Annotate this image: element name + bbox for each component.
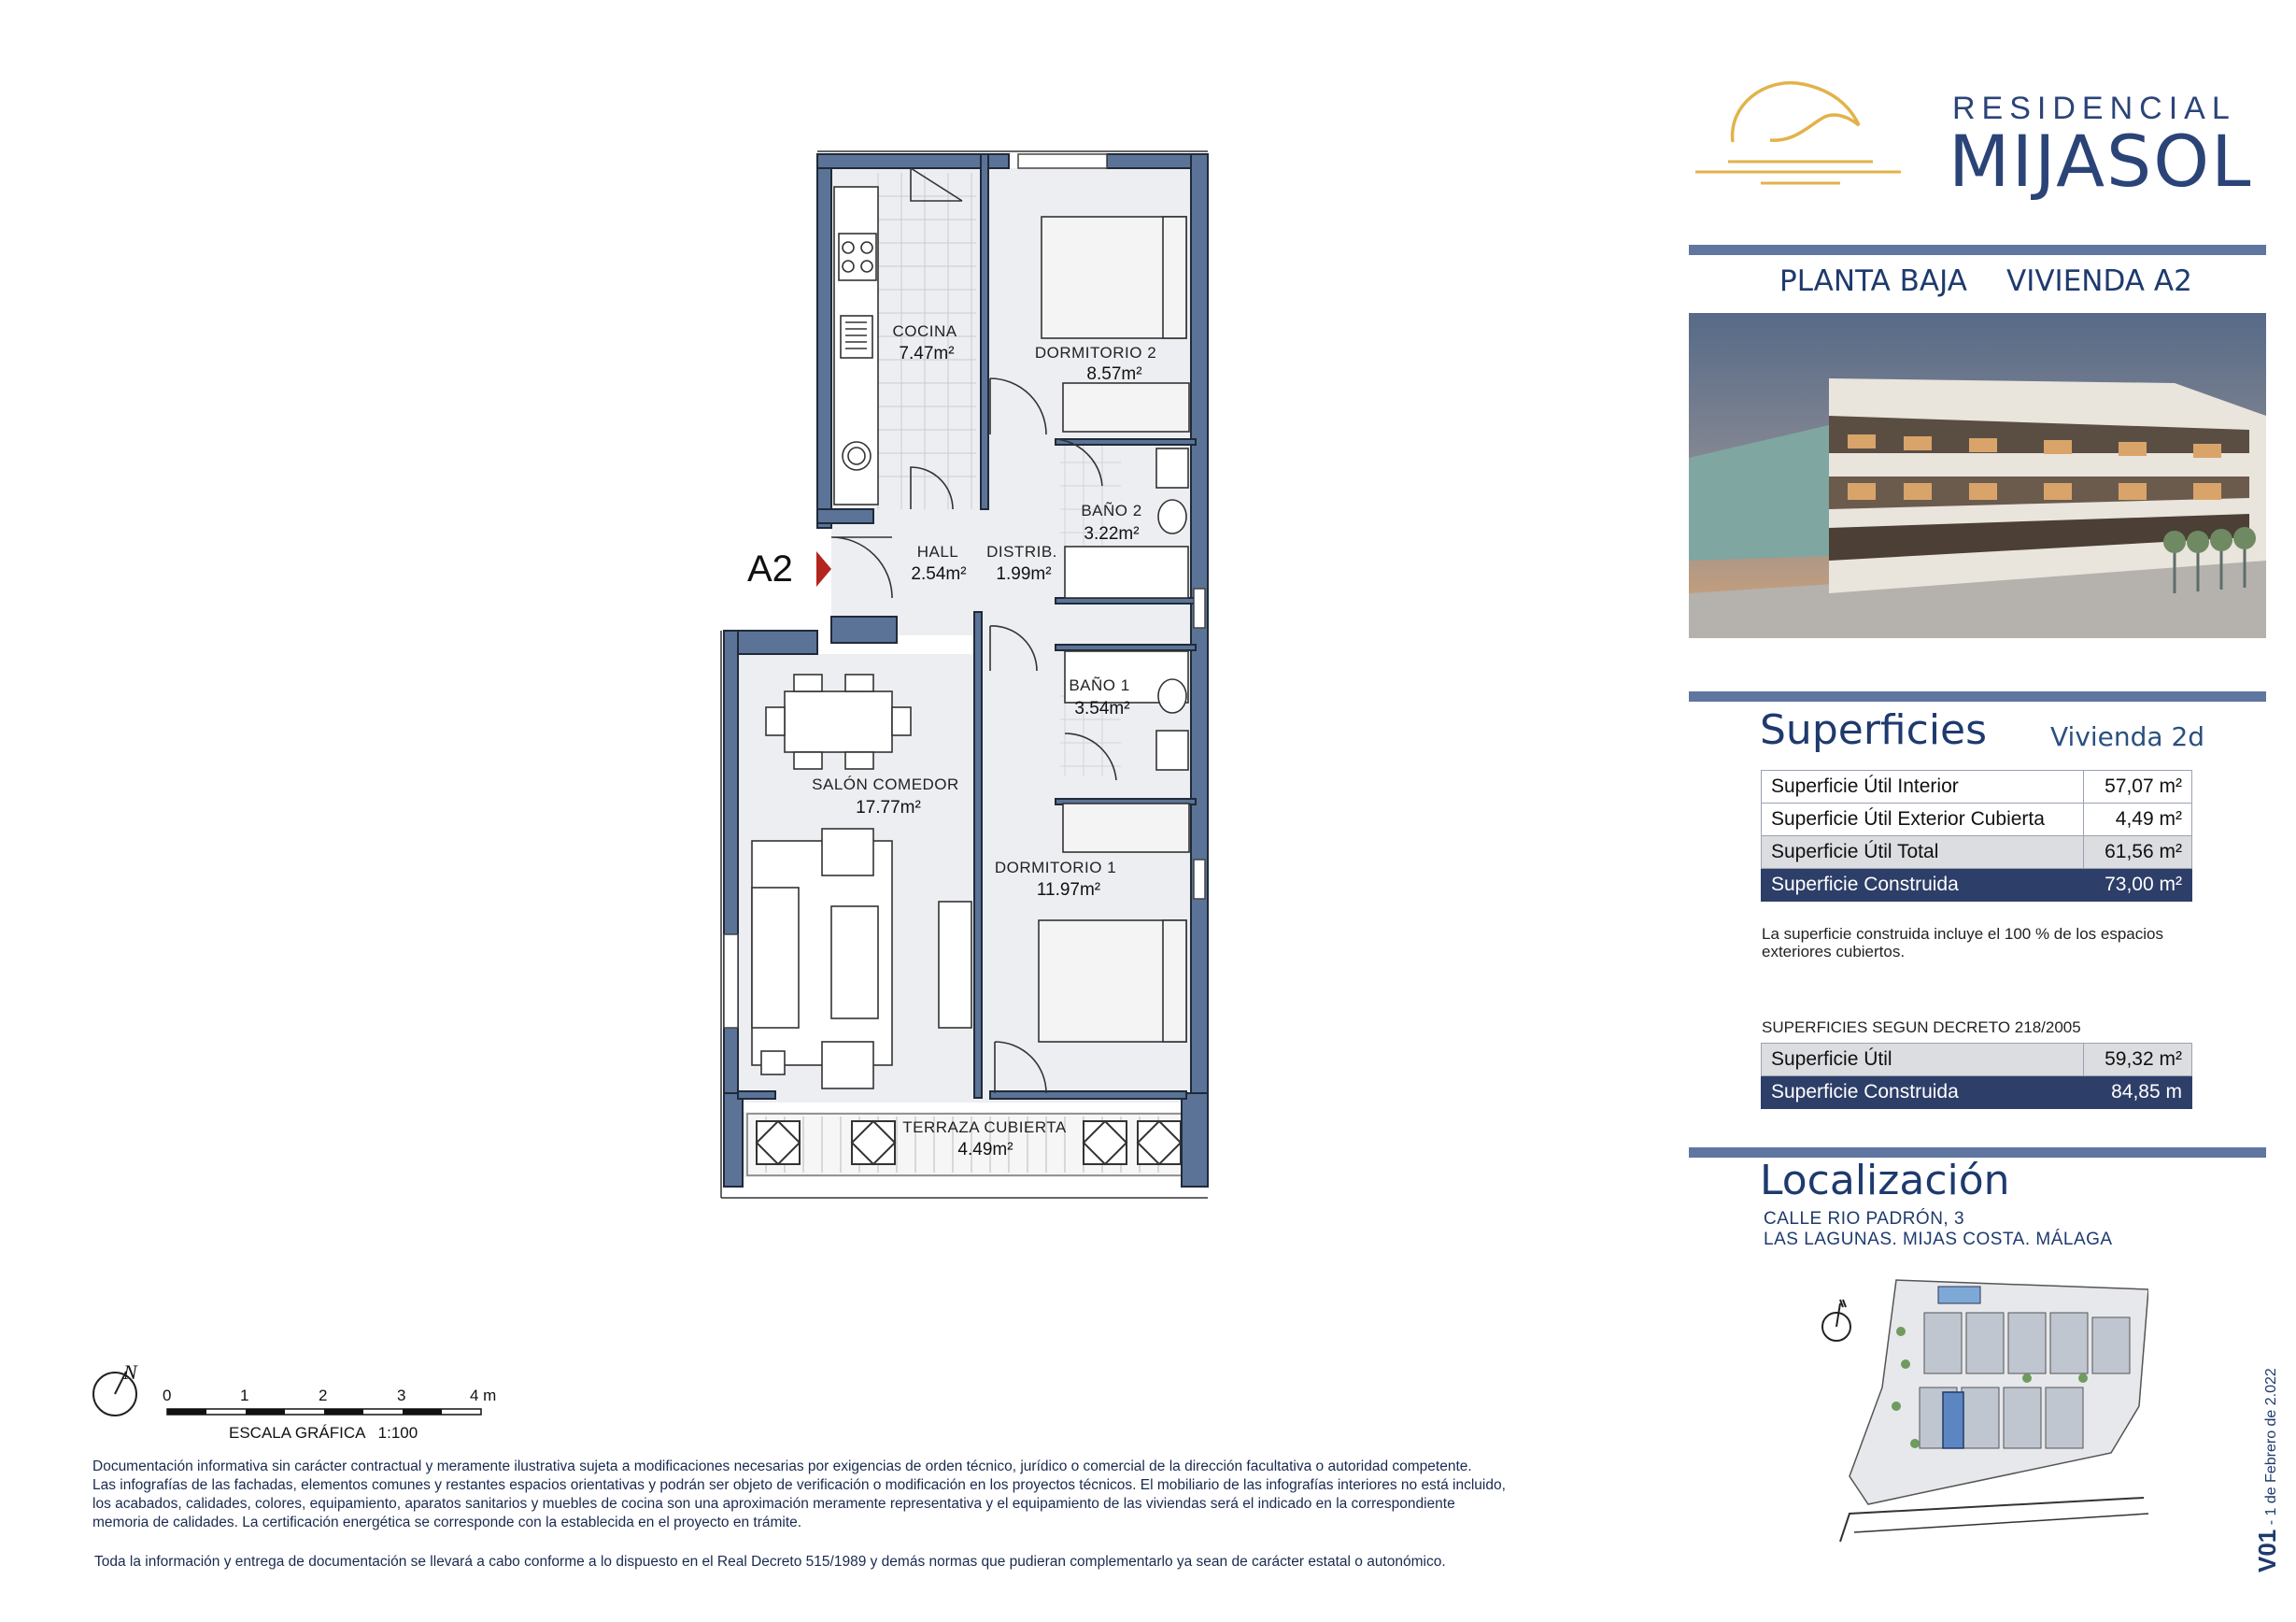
disclaimer-line: memoria de calidades. La certificación energética se corresponde con la establecida en el proyecto en trámite.	[92, 1515, 802, 1530]
disclaimer-line: los acabados, calidades, colores, equipamiento, aparatos sanitarios y muebles de cocina son una aproximación meramente representativa y el equipamiento de las viviendas será el indicado en la correspondiente	[92, 1496, 1455, 1512]
floor-plan	[710, 140, 1233, 1210]
version-date: - 1 de Febrero de 2.022	[2263, 1368, 2279, 1530]
disclaimer-line: Documentación informativa sin carácter contractual y meramente ilustrativa sujeta a modificaciones necesarias por exigencias de orden técnico, jurídico o comercial de la dirección facultativa o autoridad competente.	[92, 1458, 1472, 1474]
north-label: N	[123, 1360, 137, 1384]
scale-label: ESCALA GRÁFICA 1:100	[229, 1424, 418, 1442]
row-label: Superficie Útil	[1762, 1044, 2084, 1076]
room-name-terraza: TERRAZA CUBIERTA	[902, 1118, 1067, 1136]
row-unit: m²	[2159, 1048, 2182, 1070]
room-area-salon-comedor: 17.77m²	[856, 798, 921, 818]
table-row	[1762, 1044, 2192, 1076]
superficies-table	[1761, 770, 2192, 902]
superficies-note	[1762, 925, 2163, 960]
entry-arrow	[816, 551, 831, 587]
row-label: Superficie Construida	[1762, 869, 2084, 902]
note-line: exteriores cubiertos.	[1762, 943, 1906, 960]
row-value: 73,00	[2105, 874, 2154, 895]
room-name-salon-comedor: SALÓN COMEDOR	[812, 775, 959, 793]
entry-label: A2	[747, 548, 793, 590]
row-unit: m²	[2159, 841, 2182, 862]
room-area-terraza: 4.49m²	[957, 1140, 1013, 1160]
address-line2: LAS LAGUNAS. MIJAS COSTA. MÁLAGA	[1764, 1230, 2113, 1249]
superficies-title: Superficies	[1760, 706, 1988, 754]
scale-tick-2: 2	[319, 1387, 328, 1404]
superficies-subtitle: Vivienda 2d	[2050, 721, 2205, 752]
table-row	[1762, 1076, 2192, 1109]
bedroom-2-furniture	[1042, 217, 1189, 432]
row-label: Superficie Construida	[1762, 1076, 2084, 1109]
localizacion-title: Localización	[1760, 1157, 2010, 1204]
room-area-dormitorio-2: 8.57m²	[1086, 364, 1142, 384]
row-label: Superficie Útil Exterior Cubierta	[1762, 804, 2084, 836]
row-value: 57,07	[2105, 775, 2154, 797]
room-area-dormitorio-1: 11.97m²	[1036, 880, 1101, 900]
decreto-table	[1761, 1043, 2192, 1109]
version-stamp	[2253, 1368, 2282, 1572]
brand-line1: RESIDENCIAL	[1952, 91, 2236, 126]
building-render-image	[1689, 313, 2266, 638]
row-value: 84,85	[2111, 1081, 2161, 1103]
room-name-bano-1: BAÑO 1	[1069, 676, 1130, 694]
room-area-bano-2: 3.22m²	[1084, 524, 1140, 544]
note-line: La superficie construida incluye el 100 % de los espacios	[1762, 925, 2163, 943]
kitchen-counter	[834, 187, 878, 505]
room-name-dormitorio-2: DORMITORIO 2	[1034, 344, 1157, 362]
legal-note: Toda la información y entrega de documentación se llevará a cabo conforme a lo dispuesto en el Real Decreto 515/1989 y demás normas que pudieran complementarlo ya sean de carácter estatal o autonómico.	[94, 1554, 1446, 1570]
scale-tick-1: 1	[240, 1387, 249, 1404]
row-value: 59,32	[2105, 1048, 2154, 1070]
decreto-title: SUPERFICIES SEGUN DECRETO 218/2005	[1762, 1018, 2081, 1036]
room-name-bano-2: BAÑO 2	[1081, 502, 1142, 519]
row-unit: m	[2165, 1081, 2182, 1103]
site-map-image	[1812, 1275, 2148, 1556]
row-label: Superficie Útil Total	[1762, 836, 2084, 869]
header-band	[1689, 245, 2266, 255]
unit-title: VIVIENDA A2	[2006, 264, 2192, 298]
room-name-cocina: COCINA	[892, 322, 957, 340]
room-name-distrib: DISTRIB.	[986, 543, 1057, 561]
room-name-dormitorio-1: DORMITORIO 1	[994, 859, 1117, 876]
room-area-hall: 2.54m²	[911, 564, 967, 584]
table-row	[1762, 771, 2192, 804]
scale-tick-0: 0	[163, 1387, 172, 1404]
row-label: Superficie Útil Interior	[1762, 771, 2084, 804]
sun-logo-icon	[1691, 67, 1906, 189]
table-row	[1762, 869, 2192, 902]
floor-title: PLANTA BAJA	[1779, 264, 1967, 298]
brand-line2: MIJASOL	[1949, 120, 2253, 203]
room-name-hall: HALL	[916, 543, 959, 561]
row-unit: m²	[2159, 874, 2182, 895]
row-unit: m²	[2159, 775, 2182, 797]
row-value: 61,56	[2105, 841, 2154, 862]
scale-tick-3: 3	[397, 1387, 406, 1404]
row-value: 4,49	[2115, 808, 2154, 830]
scale-bar	[163, 1407, 486, 1420]
superficies-band	[1689, 691, 2266, 702]
room-area-cocina: 7.47m²	[899, 344, 955, 363]
room-area-bano-1: 3.54m²	[1074, 699, 1130, 719]
version-code: V01	[2253, 1529, 2281, 1572]
row-unit: m²	[2159, 808, 2182, 830]
address-line1: CALLE RIO PADRÓN, 3	[1764, 1209, 1965, 1229]
scale-tick-4: 4 m	[470, 1387, 497, 1404]
table-row	[1762, 804, 2192, 836]
disclaimer-line: Las infografías de las fachadas, elementos comunes y restantes espacios orientativas y podrán ser objeto de verificación o modificación en los proyectos técnicos. El mobiliario de las infografías interiores no está incluido,	[92, 1477, 1506, 1493]
table-row	[1762, 836, 2192, 869]
room-area-distrib: 1.99m²	[996, 564, 1052, 584]
